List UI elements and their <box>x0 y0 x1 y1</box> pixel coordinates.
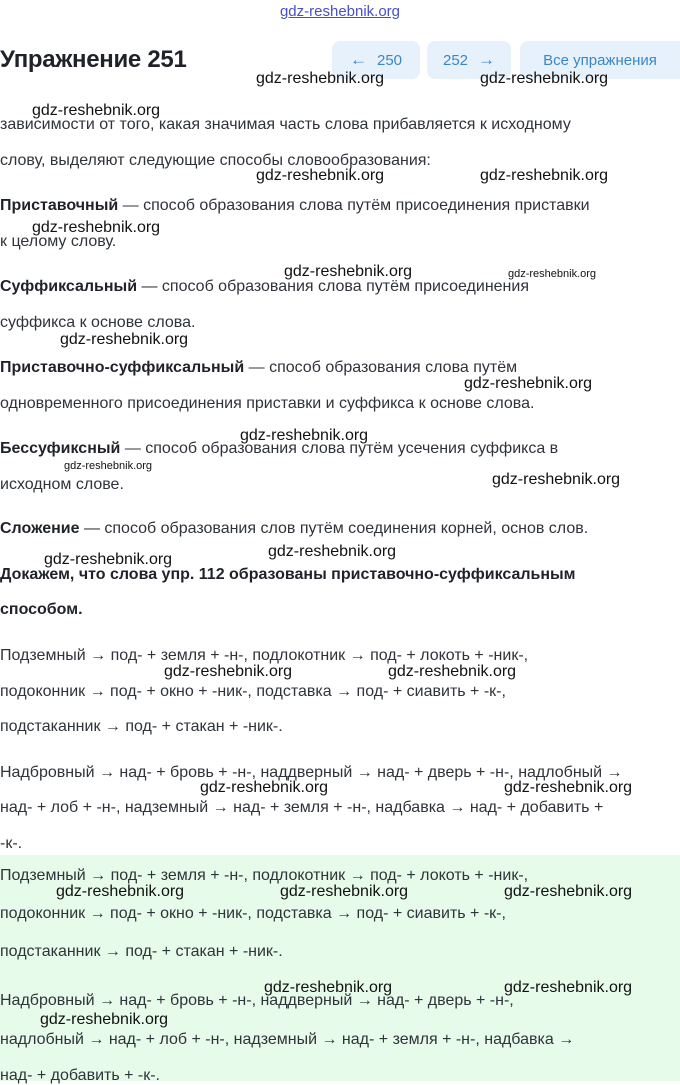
watermark: gdz-reshebnik.org <box>32 219 161 236</box>
definition: — способ образования слова путём присоединения <box>137 278 529 295</box>
theory-item-cont: одновременного присоединения приставки и суффикса к основе слова. <box>0 395 535 412</box>
answer-line: Надбровный → над- + бровь + -н-, наддверный → над- + дверь + -н-, надлобный → <box>0 764 623 781</box>
prev-exercise-label: 250 <box>376 51 403 69</box>
theory-item <box>0 520 588 538</box>
task-line <box>0 601 83 619</box>
term: Приставочно-суффиксальный <box>0 359 245 376</box>
theory-item <box>0 359 517 377</box>
watermark: gdz-reshebnik.org <box>264 979 393 996</box>
theory-item-cont: к целому слову. <box>0 233 117 250</box>
arrow-left-icon: ← <box>349 50 367 69</box>
theory-intro-line: слову, выделяют следующие способы словообразования: <box>0 152 431 169</box>
answer-line: надлобный → над- + лоб + -н-, надземный → над- + земля + -н-, надбавка → <box>0 1031 575 1048</box>
page-title: Упражнение 251 <box>0 46 187 73</box>
definition: — способ образования слова путём присоединения приставки <box>118 197 590 214</box>
watermark: gdz-reshebnik.org <box>256 70 385 87</box>
term: Суффиксальный <box>0 278 138 295</box>
watermark: gdz-reshebnik.org <box>256 167 385 184</box>
watermark: gdz-reshebnik.org <box>388 663 517 680</box>
watermark: gdz-reshebnik.org <box>504 979 633 996</box>
answer-line: подоконник → под- + окно + -ник-, подставка → под- + сиавить + -к-, <box>0 905 506 922</box>
watermark: gdz-reshebnik.org <box>240 427 369 444</box>
arrow-right-icon: → <box>478 50 496 69</box>
theory-item-cont: исходном слове. <box>0 476 124 493</box>
theory-item <box>0 197 590 215</box>
watermark: gdz-reshebnik.org <box>268 543 397 560</box>
watermark: gdz-reshebnik.org <box>504 883 633 900</box>
task-text: способом. <box>0 601 83 618</box>
watermark: gdz-reshebnik.org <box>164 663 293 680</box>
answer-line: Подземный → под- + земля + -н-, подлокотник → под- + локоть + -ник-, <box>0 647 529 664</box>
watermark: gdz-reshebnik.org <box>284 263 413 280</box>
answer-line: над- + добавить + -к-. <box>0 1067 160 1084</box>
theory-item-cont: суффикса к основе слова. <box>0 314 196 331</box>
watermark: gdz-reshebnik.org <box>40 1011 169 1028</box>
next-exercise-label: 252 <box>442 51 469 69</box>
theory-item <box>0 278 529 296</box>
watermark: gdz-reshebnik.org <box>64 460 153 472</box>
term: Приставочный <box>0 197 119 214</box>
definition: — способ образования слов путём соединения корней, основ слов. <box>79 520 589 537</box>
definition: — способ образования слова путём <box>244 359 518 376</box>
term: Сложение <box>0 520 80 537</box>
answer-line: над- + лоб + -н-, надземный → над- + земля + -н-, надбавка → над- + добавить + <box>0 799 604 816</box>
definition: — способ образования слова путём усечения суффикса в <box>120 440 559 457</box>
answer-line: подоконник → под- + окно + -ник-, подставка → под- + сиавить + -к-, <box>0 683 506 700</box>
term: Бессуфиксный <box>0 440 121 457</box>
watermark: gdz-reshebnik.org <box>32 102 161 119</box>
watermark: gdz-reshebnik.org <box>480 167 609 184</box>
all-exercises-button[interactable]: Все упражнения <box>520 41 680 79</box>
answer-line: подстаканник → под- + стакан + -ник-. <box>0 718 283 735</box>
watermark: gdz-reshebnik.org <box>464 375 593 392</box>
theory-intro-line: зависимости от того, какая значимая часть слова прибавляется к исходному <box>0 116 571 133</box>
watermark: gdz-reshebnik.org <box>60 331 189 348</box>
answer-line: -к-. <box>0 835 23 852</box>
answer-line: Подземный → под- + земля + -н-, подлокотник → под- + локоть + -ник-, <box>0 867 529 884</box>
watermark: gdz-reshebnik.org <box>492 471 621 488</box>
watermark: gdz-reshebnik.org <box>56 883 185 900</box>
watermark: gdz-reshebnik.org <box>504 779 633 796</box>
task-text: Докажем, что слова упр. 112 образованы приставочно-суффиксальным <box>0 566 576 583</box>
watermark: gdz-reshebnik.org <box>200 779 329 796</box>
watermark: gdz-reshebnik.org <box>480 70 609 87</box>
answer-line: Надбровный → над- + бровь + -н-, наддверный → над- + дверь + -н-, <box>0 992 514 1009</box>
watermark: gdz-reshebnik.org <box>508 268 597 280</box>
answer-line: подстаканник → под- + стакан + -ник-. <box>0 943 283 960</box>
site-link[interactable]: gdz-reshebnik.org <box>279 3 401 20</box>
watermark: gdz-reshebnik.org <box>280 883 409 900</box>
watermark: gdz-reshebnik.org <box>44 551 173 568</box>
